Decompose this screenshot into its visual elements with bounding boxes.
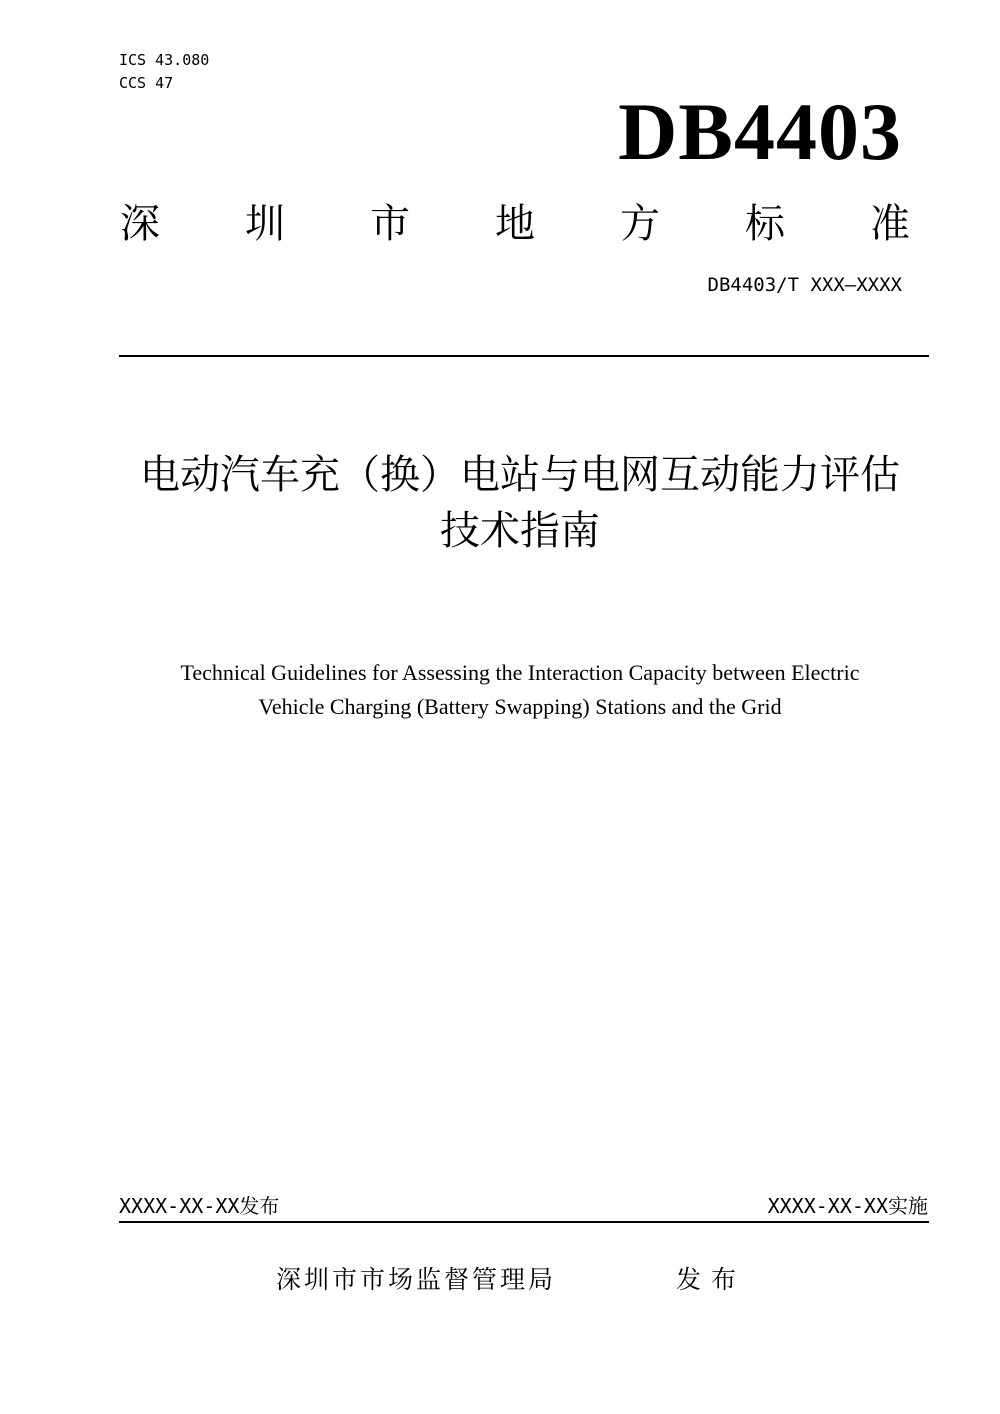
english-title-line-1: Technical Guidelines for Assessing the Interaction Capacity between Electric [180, 660, 860, 685]
standard-type-char: 圳 [245, 200, 285, 247]
standard-type [120, 190, 910, 250]
implement-date [768, 1192, 928, 1220]
chinese-title [60, 447, 980, 559]
publish-date-value: XXXX-XX-XX [119, 1194, 240, 1218]
implement-date-label: 实施 [888, 1194, 928, 1218]
standard-type-char: 方 [620, 200, 660, 247]
issuer-name: 深圳市市场监督管理局 [276, 1265, 557, 1294]
chinese-title-line-1: 电动汽车充（换）电站与电网互动能力评估 [140, 452, 900, 498]
standard-type-char: 深 [120, 200, 160, 247]
standard-type-char: 准 [870, 200, 910, 247]
chinese-title-line-2: 技术指南 [440, 508, 600, 554]
standard-number: DB4403/T XXX—XXXX [707, 274, 902, 296]
db-code: DB4403 [618, 86, 902, 177]
standard-type-char: 地 [495, 200, 535, 247]
standard-type-char: 市 [370, 200, 410, 247]
ics-code: ICS 43.080 [119, 51, 210, 69]
english-title [100, 656, 940, 724]
ccs-code: CCS 47 [119, 74, 174, 92]
header-divider [119, 355, 929, 357]
footer-divider [119, 1221, 929, 1223]
issuer-action: 发布 [676, 1265, 747, 1294]
publish-date-label: 发布 [239, 1194, 280, 1218]
publish-date [119, 1192, 279, 1220]
standard-type-char: 标 [745, 200, 785, 247]
implement-date-value: XXXX-XX-XX [767, 1194, 888, 1218]
english-title-line-2: Vehicle Charging (Battery Swapping) Stations and the Grid [258, 694, 782, 719]
